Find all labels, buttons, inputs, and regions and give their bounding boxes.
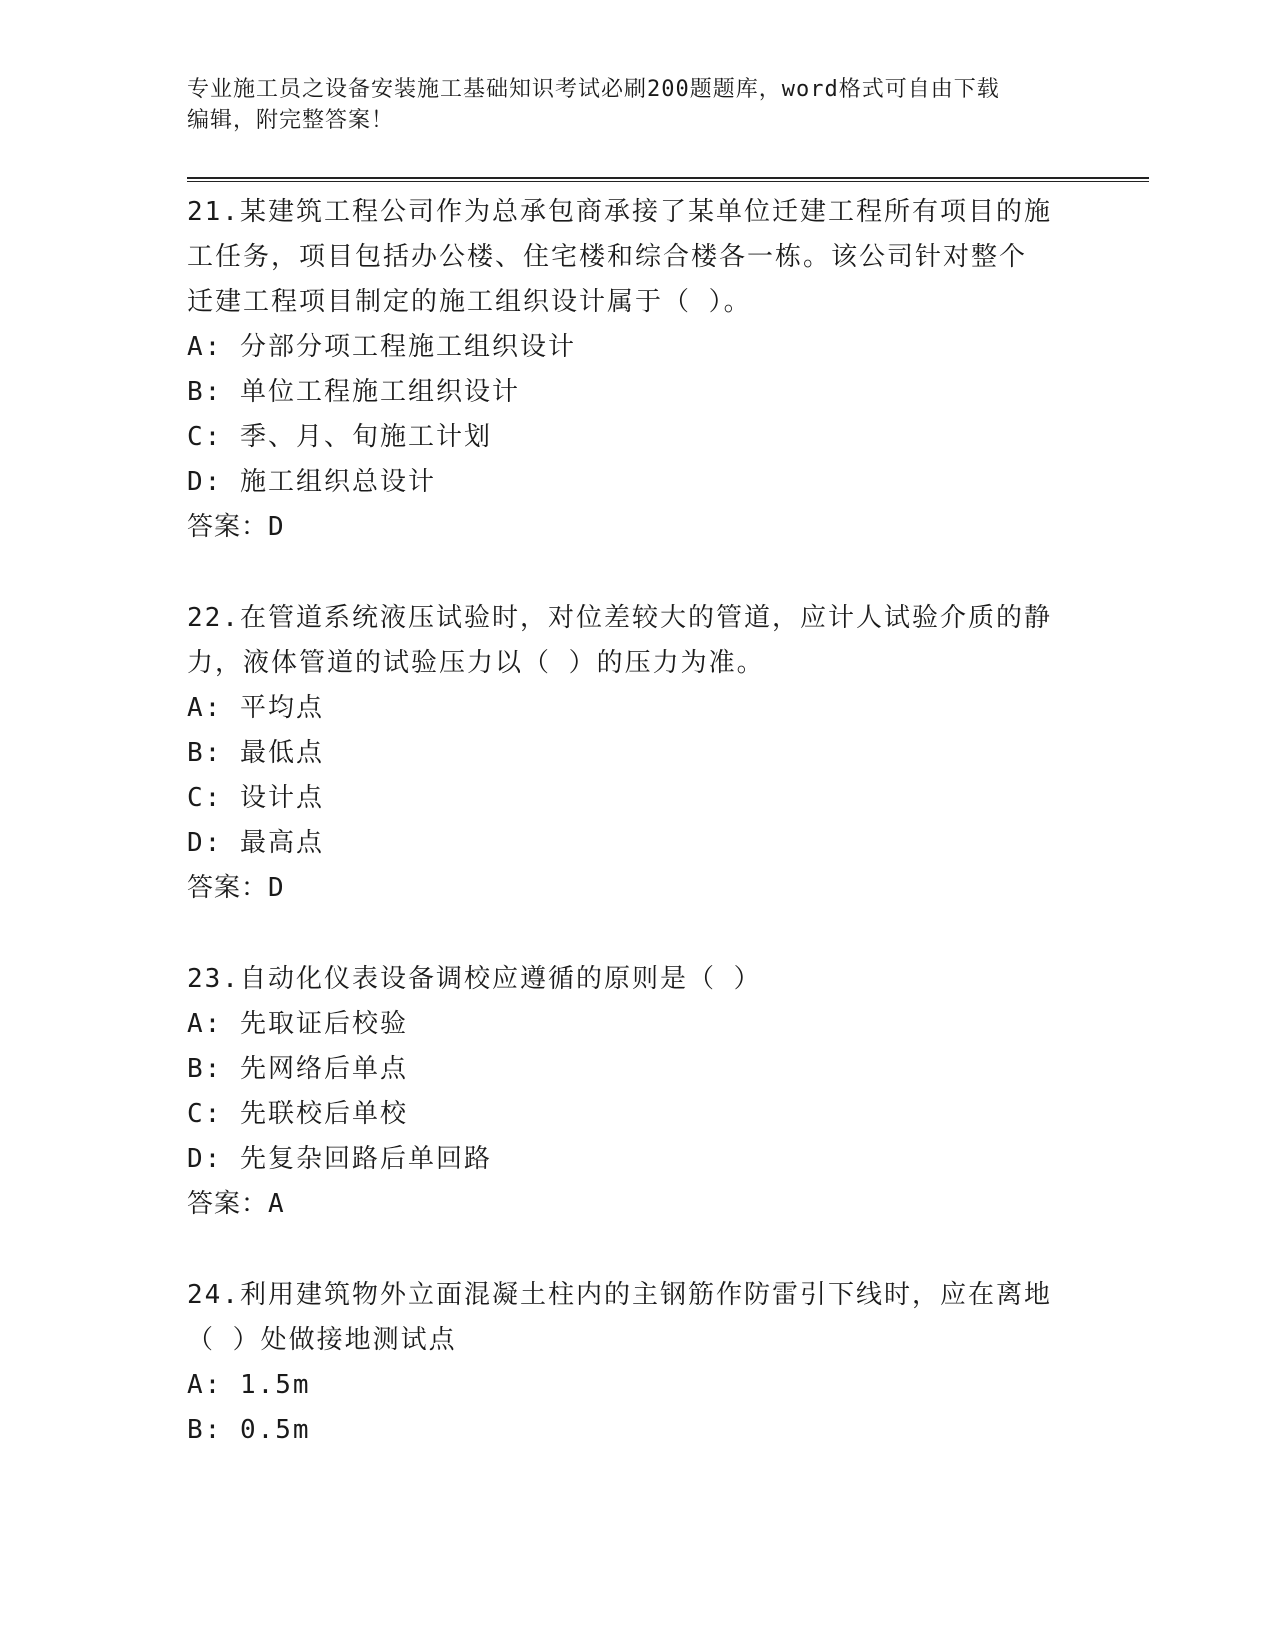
option-d: D: 最高点 xyxy=(187,828,324,858)
question-stem-line: 工任务，项目包括办公楼、住宅楼和综合楼各一栋。该公司针对整个 xyxy=(187,242,1028,272)
option-d: D: 施工组织总设计 xyxy=(187,467,436,497)
option-c: C: 季、月、旬施工计划 xyxy=(187,422,492,452)
question-spacer xyxy=(187,911,1087,957)
question-stem-line: （ ）处做接地测试点 xyxy=(187,1325,457,1355)
option-a: A: 分部分项工程施工组织设计 xyxy=(187,332,576,362)
question-stem-line: 力，液体管道的试验压力以（ ）的压力为准。 xyxy=(187,648,765,678)
question-24 xyxy=(187,1273,1087,1453)
option-b: B: 单位工程施工组织设计 xyxy=(187,377,520,407)
answer-line: 答案：D xyxy=(187,512,285,542)
answer-line: 答案：D xyxy=(187,873,285,903)
option-a: A: 平均点 xyxy=(187,693,324,723)
document-header xyxy=(187,74,1077,136)
question-stem-line: 21.某建筑工程公司作为总承包商承接了某单位迁建工程所有项目的施 xyxy=(187,197,1052,227)
option-a: A: 先取证后校验 xyxy=(187,1009,408,1039)
question-stem-line: 24.利用建筑物外立面混凝土柱内的主钢筋作防雷引下线时，应在离地 xyxy=(187,1280,1052,1310)
question-22 xyxy=(187,596,1087,911)
option-d: D: 先复杂回路后单回路 xyxy=(187,1144,492,1174)
question-23 xyxy=(187,957,1087,1227)
question-spacer xyxy=(187,1227,1087,1273)
question-spacer xyxy=(187,550,1087,596)
option-b: B: 0.5m xyxy=(187,1415,311,1445)
header-title-line-1: 专业施工员之设备安装施工基础知识考试必刷200题题库，word格式可自由下载 xyxy=(187,77,1000,102)
question-21 xyxy=(187,190,1087,550)
question-stem-line: 22.在管道系统液压试验时，对位差较大的管道，应计人试验介质的静 xyxy=(187,603,1052,633)
option-b: B: 最低点 xyxy=(187,738,324,768)
header-divider xyxy=(187,177,1149,182)
option-a: A: 1.5m xyxy=(187,1370,311,1400)
answer-line: 答案：A xyxy=(187,1189,285,1219)
option-c: C: 先联校后单校 xyxy=(187,1099,408,1129)
question-stem-line: 23.自动化仪表设备调校应遵循的原则是（ ） xyxy=(187,964,762,994)
header-title-line-2: 编辑，附完整答案！ xyxy=(187,108,395,133)
option-b: B: 先网络后单点 xyxy=(187,1054,408,1084)
option-c: C: 设计点 xyxy=(187,783,324,813)
question-stem-line: 迁建工程项目制定的施工组织设计属于（ ）。 xyxy=(187,287,752,317)
question-list xyxy=(187,190,1087,1453)
